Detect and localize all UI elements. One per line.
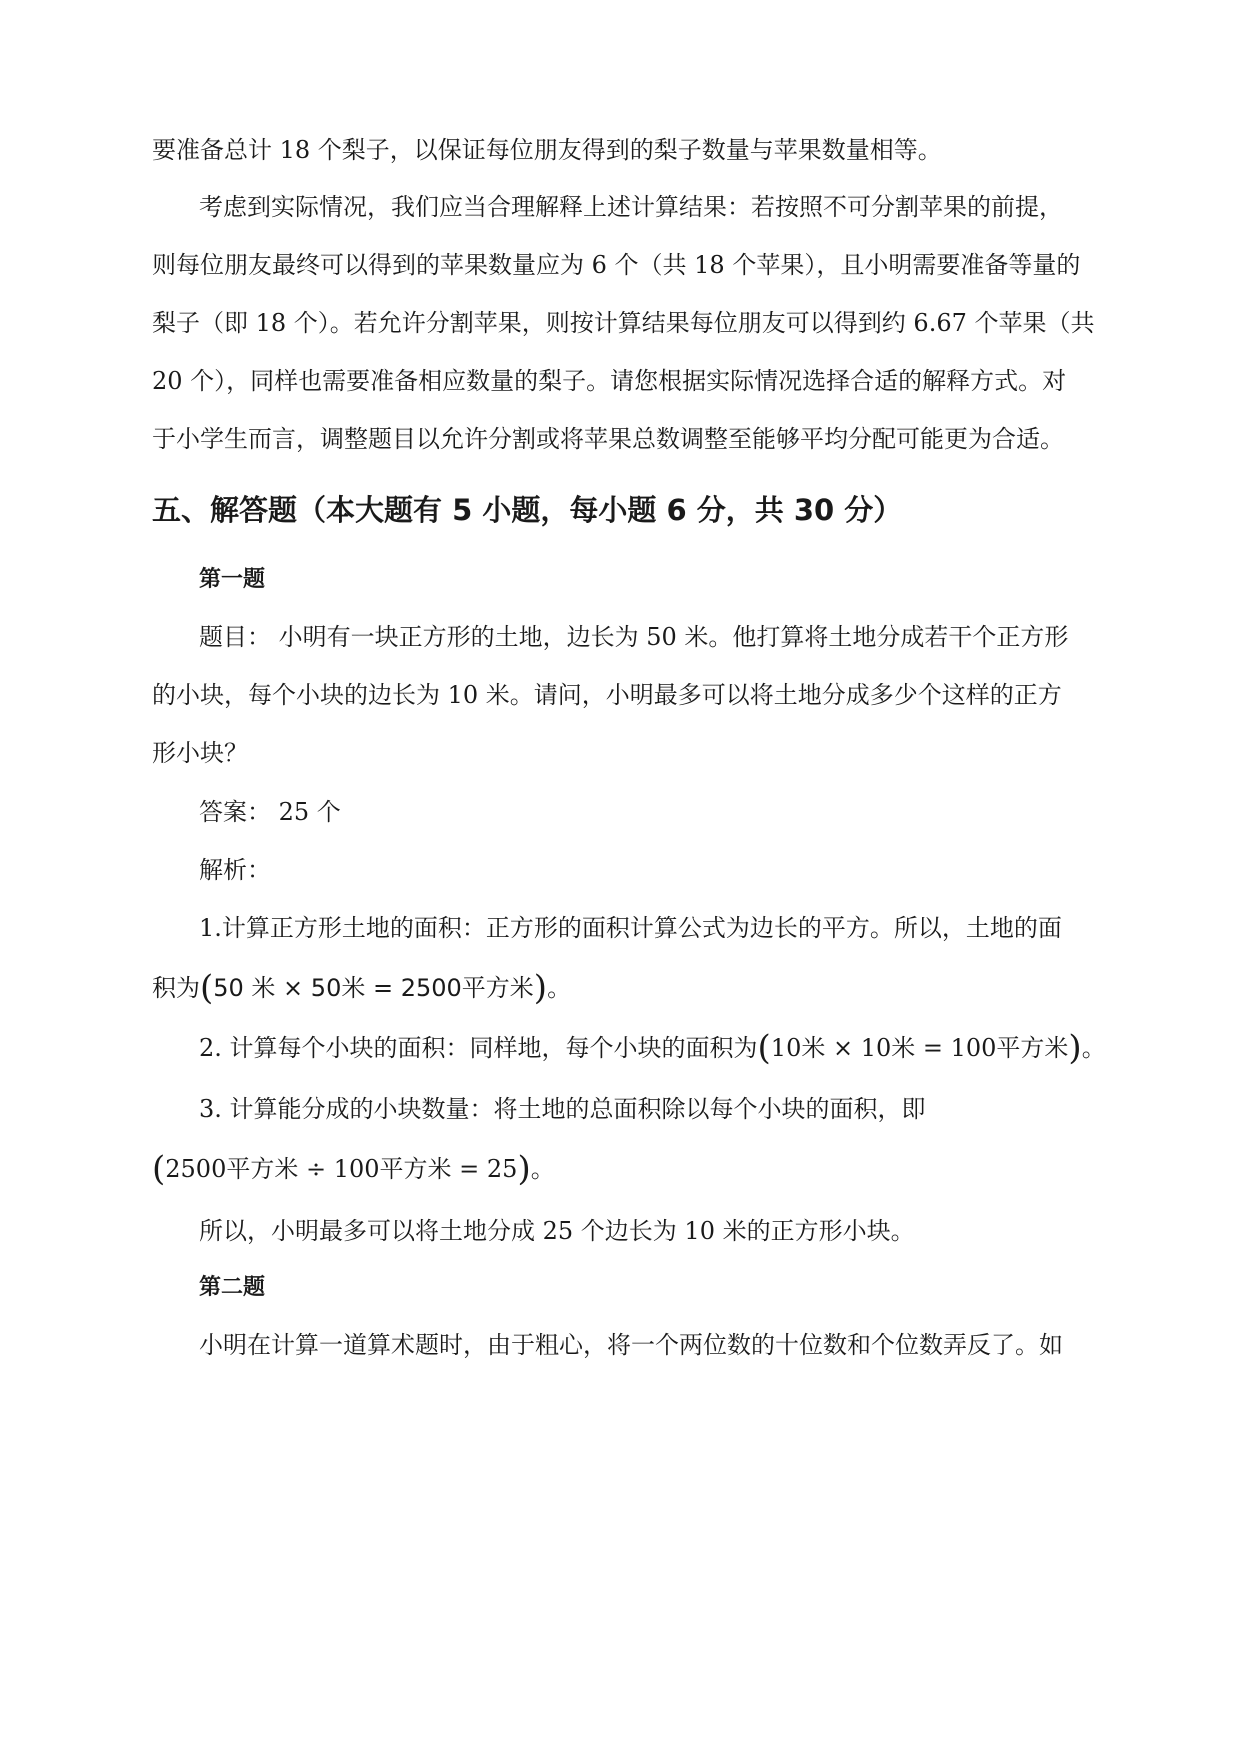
q1-step3-line2 [152, 1149, 555, 1189]
paren-open: ( [152, 1149, 166, 1189]
q1-question-line3: 形小块？ [152, 739, 248, 767]
intro-p2-line2: 则每位朋友最终可以得到的苹果数量应为 6 个（共 18 个苹果），且小明需要准备等量的 [152, 251, 1081, 279]
paren-close: ) [517, 1149, 531, 1189]
period: 。 [530, 1155, 555, 1183]
q2-title: 第二题 [199, 1275, 266, 1300]
intro-p2-line4: 20 个），同样也需要准备相应数量的梨子。请您根据实际情况选择合适的解释方式。对 [152, 367, 1067, 395]
q1-question-line1: 题目： 小明有一块正方形的土地，边长为 50 米。他打算将土地分成若干个正方形 [199, 623, 1069, 651]
q1-step2-line [199, 1028, 1106, 1068]
section-heading: 五、解答题（本大题有 5 小题，每小题 6 分，共 30 分） [152, 493, 903, 527]
step2-expression: 10米 × 10米 = 100平方米 [770, 1034, 1069, 1062]
q1-step3-line1: 3. 计算能分成的小块数量：将土地的总面积除以每个小块的面积，即 [199, 1095, 926, 1123]
paren-open: ( [757, 1028, 771, 1068]
paren-open: ( [200, 968, 214, 1008]
q1-step1-line2 [152, 968, 572, 1008]
intro-p2-line3: 梨子（即 18 个）。若允许分割苹果，则按计算结果每位朋友可以得到约 6.67 个苹果（共 [152, 309, 1095, 337]
intro-p2-line5: 于小学生而言，调整题目以允许分割或将苹果总数调整至能够平均分配可能更为合适。 [152, 425, 1064, 453]
paren-close: ) [533, 968, 548, 1008]
step1-prefix: 积为 [152, 974, 200, 1002]
period: 。 [547, 974, 572, 1002]
q1-conclusion: 所以，小明最多可以将土地分成 25 个边长为 10 米的正方形小块。 [199, 1217, 915, 1245]
q2-line1: 小明在计算一道算术题时，由于粗心，将一个两位数的十位数和个位数弄反了。如 [199, 1331, 1063, 1359]
step1-expression: 50 米 × 50米 = 2500平方米 [213, 974, 534, 1002]
intro-p2-line1: 考虑到实际情况，我们应当合理解释上述计算结果：若按照不可分割苹果的前提， [199, 193, 1063, 221]
step3-expression: 2500平方米 ÷ 100平方米 = 25 [165, 1155, 518, 1183]
q1-analysis-label: 解析： [199, 856, 271, 884]
q1-step1-line1: 1.计算正方形土地的面积：正方形的面积计算公式为边长的平方。所以，土地的面 [199, 914, 1062, 942]
step2-prefix: 2. 计算每个小块的面积：同样地，每个小块的面积为 [199, 1034, 758, 1062]
q1-question-line2: 的小块，每个小块的边长为 10 米。请问，小明最多可以将土地分成多少个这样的正方 [152, 681, 1062, 709]
q1-answer: 答案： 25 个 [199, 798, 341, 826]
period: 。 [1081, 1034, 1106, 1062]
intro-p1-line1: 要准备总计 18 个梨子，以保证每位朋友得到的梨子数量与苹果数量相等。 [152, 136, 942, 164]
paren-close: ) [1068, 1028, 1082, 1068]
q1-title: 第一题 [199, 567, 266, 592]
